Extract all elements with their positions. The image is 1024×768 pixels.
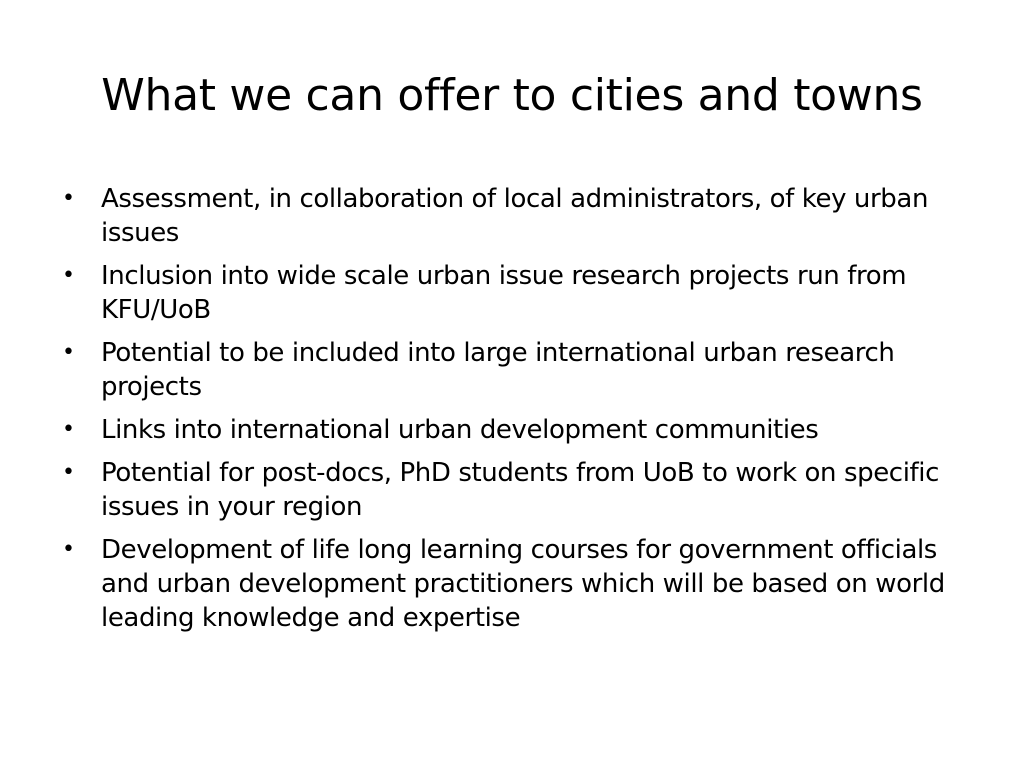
bullet-item-students	[62, 456, 967, 524]
bullet-item-international-projects	[62, 336, 967, 404]
bullet-marker: •	[62, 263, 75, 288]
bullet-text: Potential for post-docs, PhD students from UoB to work on specific issues in your region	[101, 458, 939, 522]
bullet-text: Development of life long learning courses for government officials and urban development practitioners which will be based on world leading knowledge and expertise	[101, 535, 945, 633]
bullet-marker: •	[62, 340, 75, 365]
bullet-list	[62, 182, 967, 644]
bullet-text: Potential to be included into large international urban research projects	[101, 338, 895, 402]
bullet-item-assessment	[62, 182, 967, 250]
bullet-item-inclusion	[62, 259, 967, 327]
bullet-item-learning-courses	[62, 533, 967, 635]
bullet-marker: •	[62, 417, 75, 442]
slide-title: What we can offer to cities and towns	[101, 70, 923, 121]
bullet-text: Assessment, in collaboration of local administrators, of key urban issues	[101, 184, 929, 248]
bullet-marker: •	[62, 537, 75, 562]
bullet-marker: •	[62, 186, 75, 211]
bullet-item-communities	[62, 413, 967, 447]
bullet-text: Links into international urban development communities	[101, 415, 819, 445]
bullet-marker: •	[62, 460, 75, 485]
bullet-text: Inclusion into wide scale urban issue research projects run from KFU/UoB	[101, 261, 907, 325]
